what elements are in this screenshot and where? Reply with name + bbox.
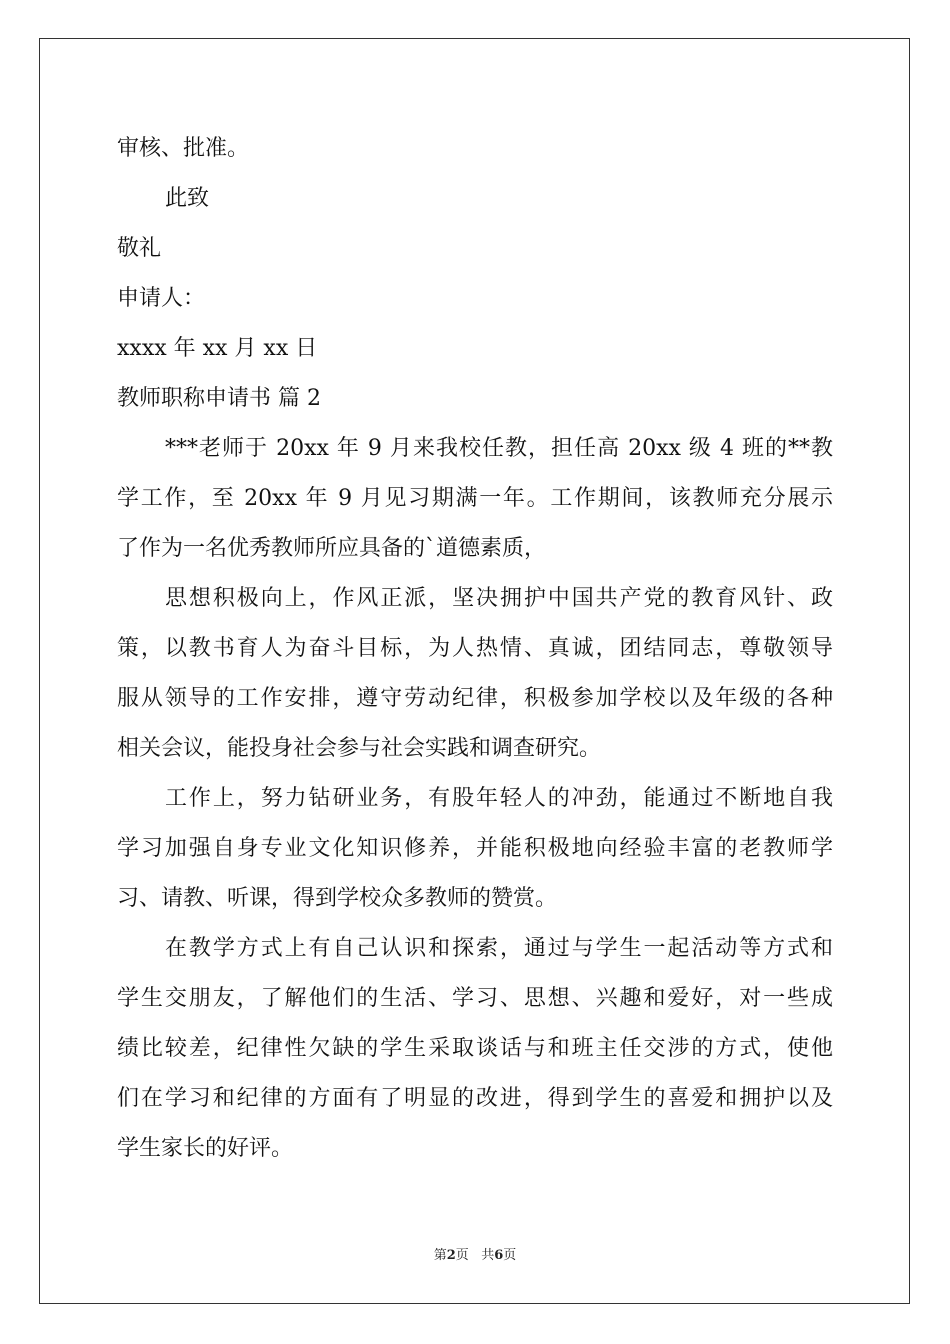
paragraph-line: 们在学习和纪律的方面有了明显的改进，得到学生的喜爱和拥护以及 <box>117 1086 833 1111</box>
paragraph-line: 绩比较差，纪律性欠缺的学生采取谈话与和班主任交涉的方式，使他 <box>117 1036 833 1061</box>
date-line: xxxx 年 xx 月 xx 日 <box>117 336 318 361</box>
total-pages: 6 <box>494 1248 504 1263</box>
applicant-line: 申请人： <box>117 286 206 311</box>
page-border <box>39 38 910 1304</box>
page-suffix: 页 <box>455 1248 469 1263</box>
section-title: 教师职称申请书 篇 2 <box>117 386 321 411</box>
salutation-line: 敬礼 <box>117 236 162 261</box>
paragraph-line: 在教学方式上有自己认识和探索，通过与学生一起活动等方式和 <box>165 936 833 961</box>
paragraph-line: 工作上，努力钻研业务，有股年轻人的冲劲，能通过不断地自我 <box>165 786 833 811</box>
salutation-line: 此致 <box>165 186 210 211</box>
total-suffix: 页 <box>503 1248 517 1263</box>
paragraph-line: 学习加强自身专业文化知识修养，并能积极地向经验丰富的老教师学 <box>117 836 833 861</box>
text-line: 审核、批准。 <box>117 136 250 161</box>
paragraph-line: 服从领导的工作安排，遵守劳动纪律，积极参加学校以及年级的各种 <box>117 686 833 711</box>
paragraph-line: ***老师于 20xx 年 9 月来我校任教，担任高 20xx 级 4 班的**教 <box>165 436 833 461</box>
paragraph-line: 学生家长的好评。 <box>117 1136 294 1161</box>
page-prefix: 第 <box>433 1248 447 1263</box>
page-footer <box>0 1248 950 1264</box>
paragraph-line: 学工作，至 20xx 年 9 月见习期满一年。工作期间，该教师充分展示 <box>117 486 833 511</box>
total-prefix: 共 <box>481 1248 495 1263</box>
page-number: 2 <box>446 1248 456 1263</box>
paragraph-line: 学生交朋友，了解他们的生活、学习、思想、兴趣和爱好，对一些成 <box>117 986 833 1011</box>
paragraph-line: 习、请教、听课，得到学校众多教师的赞赏。 <box>117 886 558 911</box>
paragraph-line: 了作为一名优秀教师所应具备的`道德素质， <box>117 536 547 561</box>
paragraph-line: 策，以教书育人为奋斗目标，为人热情、真诚，团结同志，尊敬领导 <box>117 636 833 661</box>
paragraph-line: 相关会议，能投身社会参与社会实践和调查研究。 <box>117 736 602 761</box>
paragraph-line: 思想积极向上，作风正派，坚决拥护中国共产党的教育风针、政 <box>165 586 833 611</box>
